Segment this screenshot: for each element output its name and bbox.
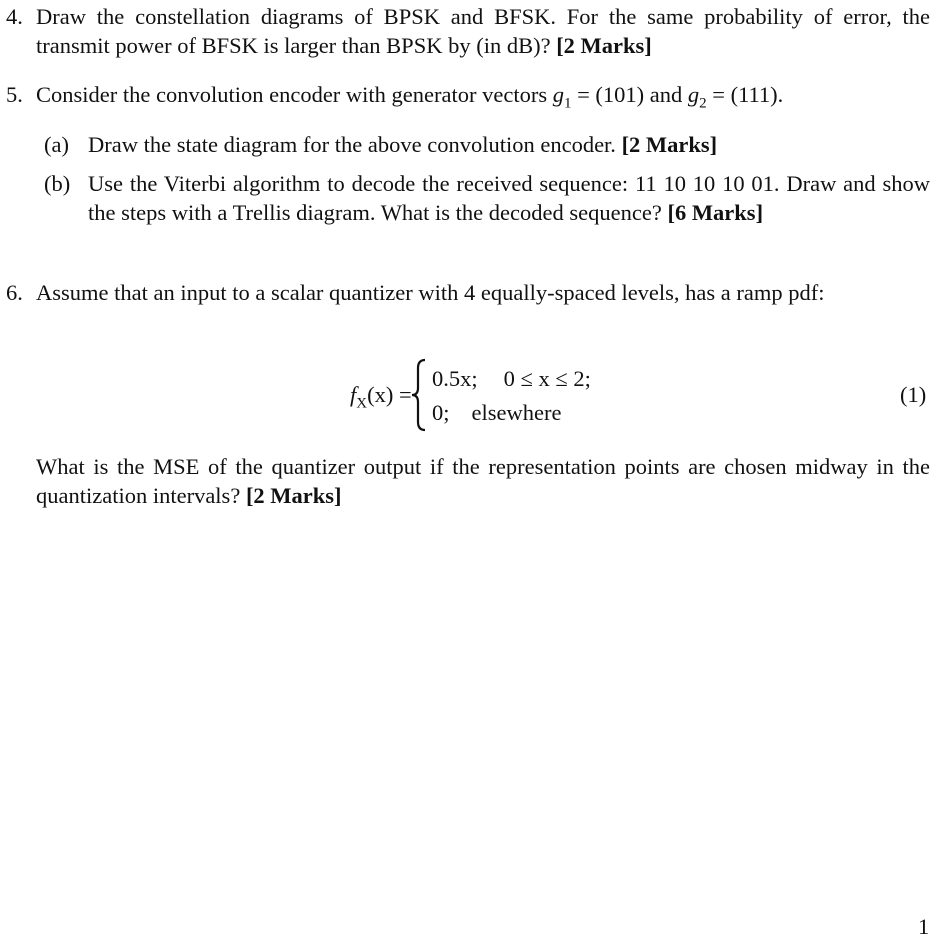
subquestion-text: Use the Viterbi algorithm to decode the received sequence: 11 10 10 10 01. Draw and show the steps with a Trellis diagram. What is the decoded sequence? [6 Marks] [88, 171, 930, 225]
question-text: Assume that an input to a scalar quantizer with 4 equally-spaced levels, has a ramp pdf: [36, 280, 825, 305]
question-text: What is the MSE of the quantizer output if the representation points are chosen midway in the quantization intervals? [2 Marks] [36, 454, 930, 508]
marks-label: [2 Marks] [556, 33, 652, 58]
equation-case-1: 0.5x; 0 ≤ x ≤ 2; [432, 366, 591, 391]
question-number: 6. [6, 280, 23, 305]
equation-lhs: $f_X(x)$ = [350, 382, 412, 412]
question-text: Consider the convolution encoder with generator vectors $g_1 = (101)$ and $g_2 = (111)$. [36, 82, 784, 112]
marks-label: [2 Marks] [621, 132, 718, 157]
question-number: 5. [6, 82, 23, 107]
marks-label: [6 Marks] [667, 200, 764, 225]
marks-label: [2 Marks] [245, 483, 342, 508]
left-brace-icon [410, 358, 428, 432]
page-number: 1 [918, 914, 930, 939]
subquestion-label: (b) [44, 171, 71, 196]
equation-number: (1) [900, 382, 927, 407]
question-number: 4. [6, 4, 23, 29]
question-text: Draw the constellation diagrams of BPSK and BFSK. For the same probability of error, the transmit power of BFSK is larger than BPSK by (in dB)? [2 Marks] [36, 4, 930, 58]
subquestion-text: Draw the state diagram for the above convolution encoder. [2 Marks] [88, 132, 718, 157]
pdf-equation [0, 358, 936, 438]
equation-case-2: 0; elsewhere [432, 400, 562, 425]
subquestion-label: (a) [44, 132, 69, 157]
